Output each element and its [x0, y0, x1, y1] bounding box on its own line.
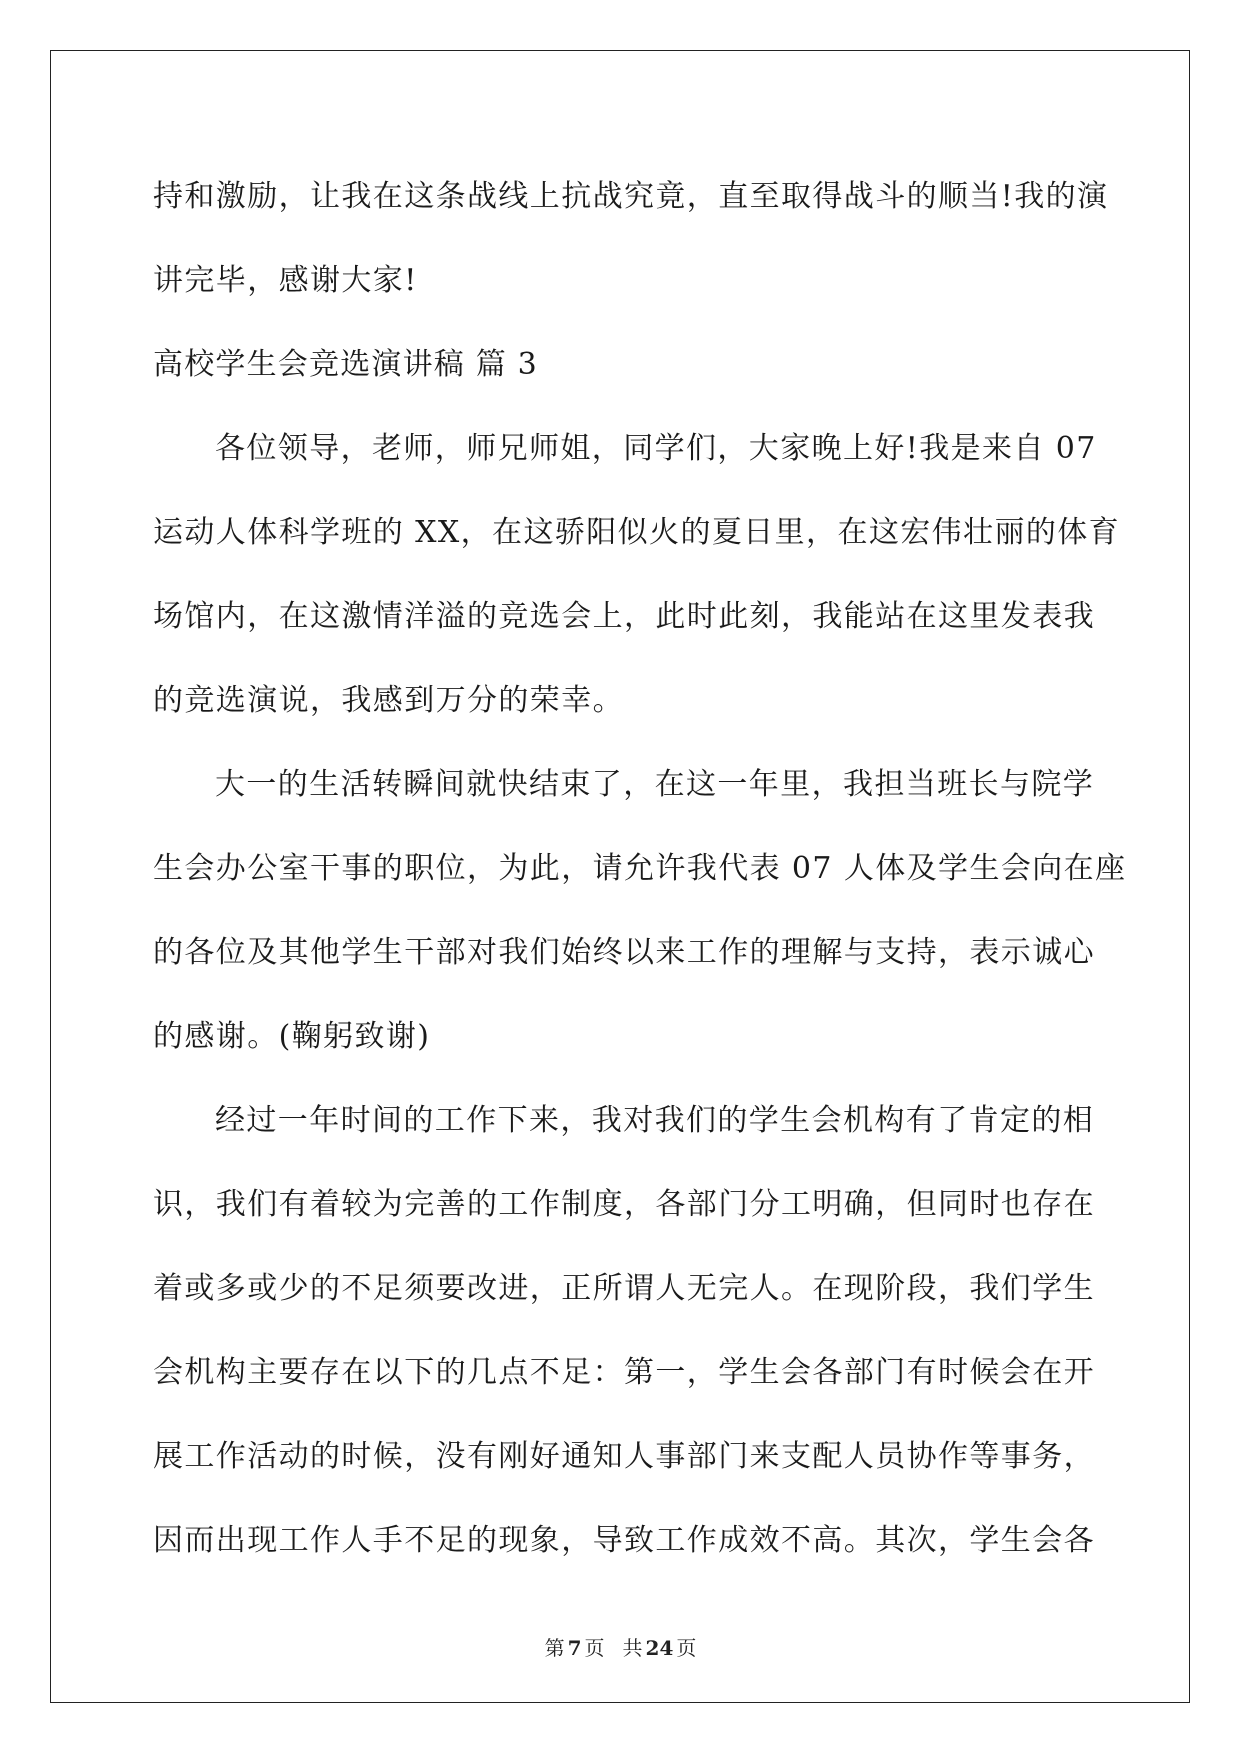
page-footer [0, 1632, 1241, 1661]
page-number: 7 [567, 1636, 582, 1660]
text-line: 的竞选演说，我感到万分的荣幸。 [153, 683, 624, 718]
total-suffix: 页 [676, 1636, 697, 1660]
paragraph-first-line: 经过一年时间的工作下来，我对我们的学生会机构有了肯定的相 [215, 1103, 1095, 1138]
text-line: 的各位及其他学生干部对我们始终以来工作的理解与支持，表示诚心 [153, 935, 1095, 970]
page-prefix: 第 [544, 1636, 565, 1660]
text-line: 会机构主要存在以下的几点不足：第一，学生会各部门有时候会在开 [153, 1355, 1095, 1390]
text-line: 着或多或少的不足须要改进，正所谓人无完人。在现阶段，我们学生 [153, 1271, 1095, 1306]
paragraph-first-line: 大一的生活转瞬间就快结束了，在这一年里，我担当班长与院学 [215, 767, 1095, 802]
total-prefix: 共 [622, 1636, 643, 1660]
text-line: 因而出现工作人手不足的现象，导致工作成效不高。其次，学生会各 [153, 1523, 1095, 1558]
text-line: 识，我们有着较为完善的工作制度，各部门分工明确，但同时也存在 [153, 1187, 1095, 1222]
text-line: 讲完毕，感谢大家! [153, 263, 418, 298]
paragraph-first-line: 各位领导，老师，师兄师姐，同学们，大家晚上好!我是来自 07 [215, 431, 1097, 466]
text-line: 展工作活动的时候，没有刚好通知人事部门来支配人员协作等事务， [153, 1439, 1095, 1474]
text-line: 运动人体科学班的 XX，在这骄阳似火的夏日里，在这宏伟壮丽的体育 [153, 515, 1121, 550]
text-line: 场馆内，在这激情洋溢的竞选会上，此时此刻，我能站在这里发表我 [153, 599, 1095, 634]
total-pages: 24 [645, 1636, 674, 1660]
document-body [153, 155, 1127, 1583]
page-suffix: 页 [584, 1636, 605, 1660]
text-line: 生会办公室干事的职位，为此，请允许我代表 07 人体及学生会向在座 [153, 851, 1127, 886]
text-line: 持和激励，让我在这条战线上抗战究竟，直至取得战斗的顺当!我的演 [153, 179, 1109, 214]
text-line: 的感谢。(鞠躬致谢) [153, 1019, 431, 1054]
section-heading: 高校学生会竞选演讲稿 篇 3 [153, 347, 538, 382]
